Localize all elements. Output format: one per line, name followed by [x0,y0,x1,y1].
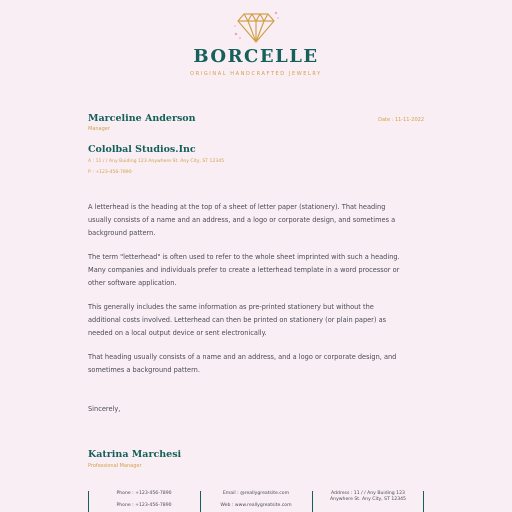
letter-date: Date : 11-11-2022 [378,117,424,123]
footer-phone-2: Phone : +123-456-7890 [116,503,172,508]
footer-email: Email : @reallygreatsite.com [222,491,290,496]
body-paragraph: That heading usually consists of a name and an address, and a logo or corporate design, and sometimes a background pattern. [88,353,397,374]
letter-body [88,201,408,388]
footer-address [312,491,424,512]
footer-phone [88,491,199,512]
footer-address-1: Address : 11 / / Any Buiding 123 [331,491,405,496]
footer-phone-1: Phone : +123-456-7890 [116,491,172,496]
diamond-icon [230,8,282,44]
sender-name: Marceline Anderson [88,113,196,124]
brand-name: BORCELLE [193,46,319,67]
signature-title: Professional Manager [88,463,142,469]
brand-tagline: ORIGINAL HANDCRAFTED JEWELRY [190,71,322,77]
recipient-address: A : 11 / / Any Buiding 123 Anywhere St. Any City, ST 12345 [88,159,225,164]
sender-title: Manager [88,126,110,132]
body-paragraph: This generally includes the same information as pre-printed stationery but without the additional costs involved. Letterhead can then be printed on stationery (or plain paper) as needed on a local output device or sent electronically. [88,303,387,337]
recipient-phone: P : +123-456-7890 [88,170,132,175]
recipient-company: Cololbal Studios.Inc [88,144,196,155]
footer-web: Web : www.reallygreatsite.com [220,503,292,508]
body-paragraph: A letterhead is the heading at the top of a sheet of letter paper (stationery). That heading usually consists of a name and an address, and a logo or corporate design, and sometimes a background pattern. [88,203,396,237]
footer-address-2: Anywhere St. Any City, ST 12345 [330,497,406,502]
letter-closing: Sincerely, [88,405,121,413]
footer-contact [200,491,311,512]
signature-name: Katrina Marchesi [88,449,182,460]
body-paragraph: The term "letterhead" is often used to refer to the whole sheet imprinted with such a heading. Many companies and individuals prefer to create a letterhead template in a word processor or other software application. [88,253,400,287]
